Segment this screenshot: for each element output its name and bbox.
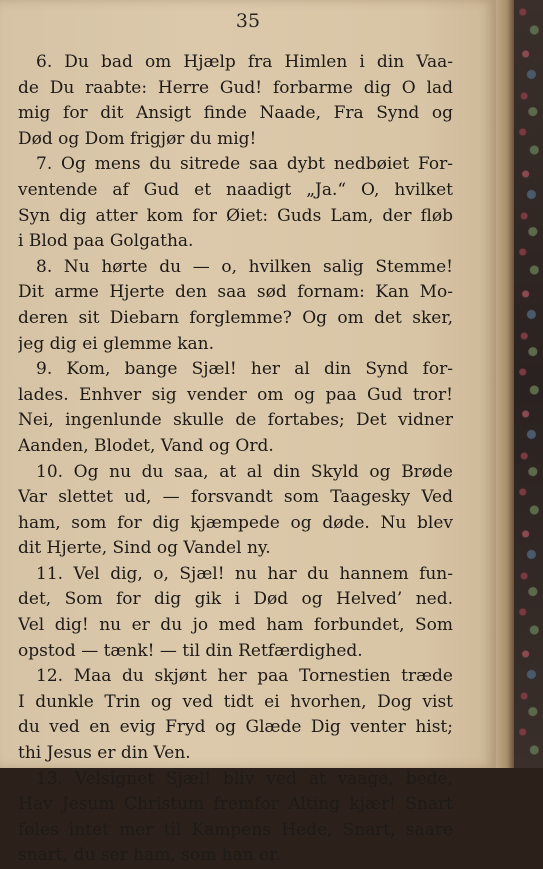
text-line: de Du raabte: Herre Gud! forbarme dig O lad bbox=[18, 77, 453, 98]
text-line: deren sit Diebarn forglemme? Og om det sker, bbox=[18, 307, 453, 328]
text-line: i Blod paa Golgatha. bbox=[18, 231, 194, 252]
text-line: Aanden, Blodet, Vand og Ord. bbox=[18, 435, 274, 456]
text-line: mig for dit Ansigt finde Naade, Fra Synd og bbox=[18, 103, 453, 124]
text-line: 8. Nu hørte du — o, hvilken salig Stemme! bbox=[36, 256, 453, 277]
text-line: lades. Enhver sig vender om og paa Gud tror! bbox=[18, 384, 453, 405]
text-line: jeg dig ei glemme kan. bbox=[18, 333, 214, 354]
text-line: 7. Og mens du sitrede saa dybt nedbøiet For- bbox=[36, 154, 453, 175]
text-line: thi Jesus er din Ven. bbox=[18, 743, 191, 764]
text-line: 13. Velsignet Sjæl! bliv ved at vaage, bede, bbox=[36, 768, 453, 789]
text-line: Var slettet ud, — forsvandt som Taagesky Ved bbox=[18, 487, 453, 508]
hymn-text bbox=[18, 50, 453, 869]
text-line: dit Hjerte, Sind og Vandel ny. bbox=[18, 538, 271, 559]
text-line: 11. Vel dig, o, Sjæl! nu har du hannem fun- bbox=[36, 563, 453, 584]
text-line: 12. Maa du skjønt her paa Tornestien træde bbox=[36, 666, 453, 687]
page-edge bbox=[496, 0, 514, 768]
text-line: ventende af Gud et naadigt „Ja.“ O, hvilket bbox=[18, 179, 453, 200]
text-line: føles intet mer til Kampens Hede, Snart, saare bbox=[18, 819, 453, 840]
text-line: Syn dig atter kom for Øiet: Guds Lam, der fløb bbox=[18, 205, 453, 226]
text-line: 9. Kom, bange Sjæl! her al din Synd for- bbox=[36, 359, 453, 380]
text-line: I dunkle Trin og ved tidt ei hvorhen, Dog vist bbox=[18, 691, 453, 712]
text-line: 10. Og nu du saa, at al din Skyld og Brøde bbox=[36, 461, 453, 482]
text-line: Dit arme Hjerte den saa sød fornam: Kan Mo- bbox=[18, 282, 453, 303]
text-line: ham, som for dig kjæmpede og døde. Nu blev bbox=[18, 512, 453, 533]
text-line: opstod — tænk! — til din Retfærdighed. bbox=[18, 640, 363, 661]
text-line: Hav Jesum Christum fremfor Alting kjær! Snart bbox=[18, 794, 453, 815]
text-line: Død og Dom frigjør du mig! bbox=[18, 128, 257, 149]
text-line: Vel dig! nu er du jo med ham forbundet, Som bbox=[18, 615, 453, 636]
text-line: det, Som for dig gik i Død og Helved’ ned. bbox=[18, 589, 453, 610]
text-line: Nei, ingenlunde skulle de fortabes; Det vidner bbox=[18, 410, 453, 431]
text-line: du ved en evig Fryd og Glæde Dig venter hist; bbox=[18, 717, 453, 738]
text-line: snart, du ser ham, som han er. bbox=[18, 845, 281, 866]
text-line: 6. Du bad om Hjælp fra Himlen i din Vaa- bbox=[36, 52, 453, 72]
marbled-cover bbox=[514, 0, 543, 768]
page-number: 35 bbox=[235, 10, 261, 32]
